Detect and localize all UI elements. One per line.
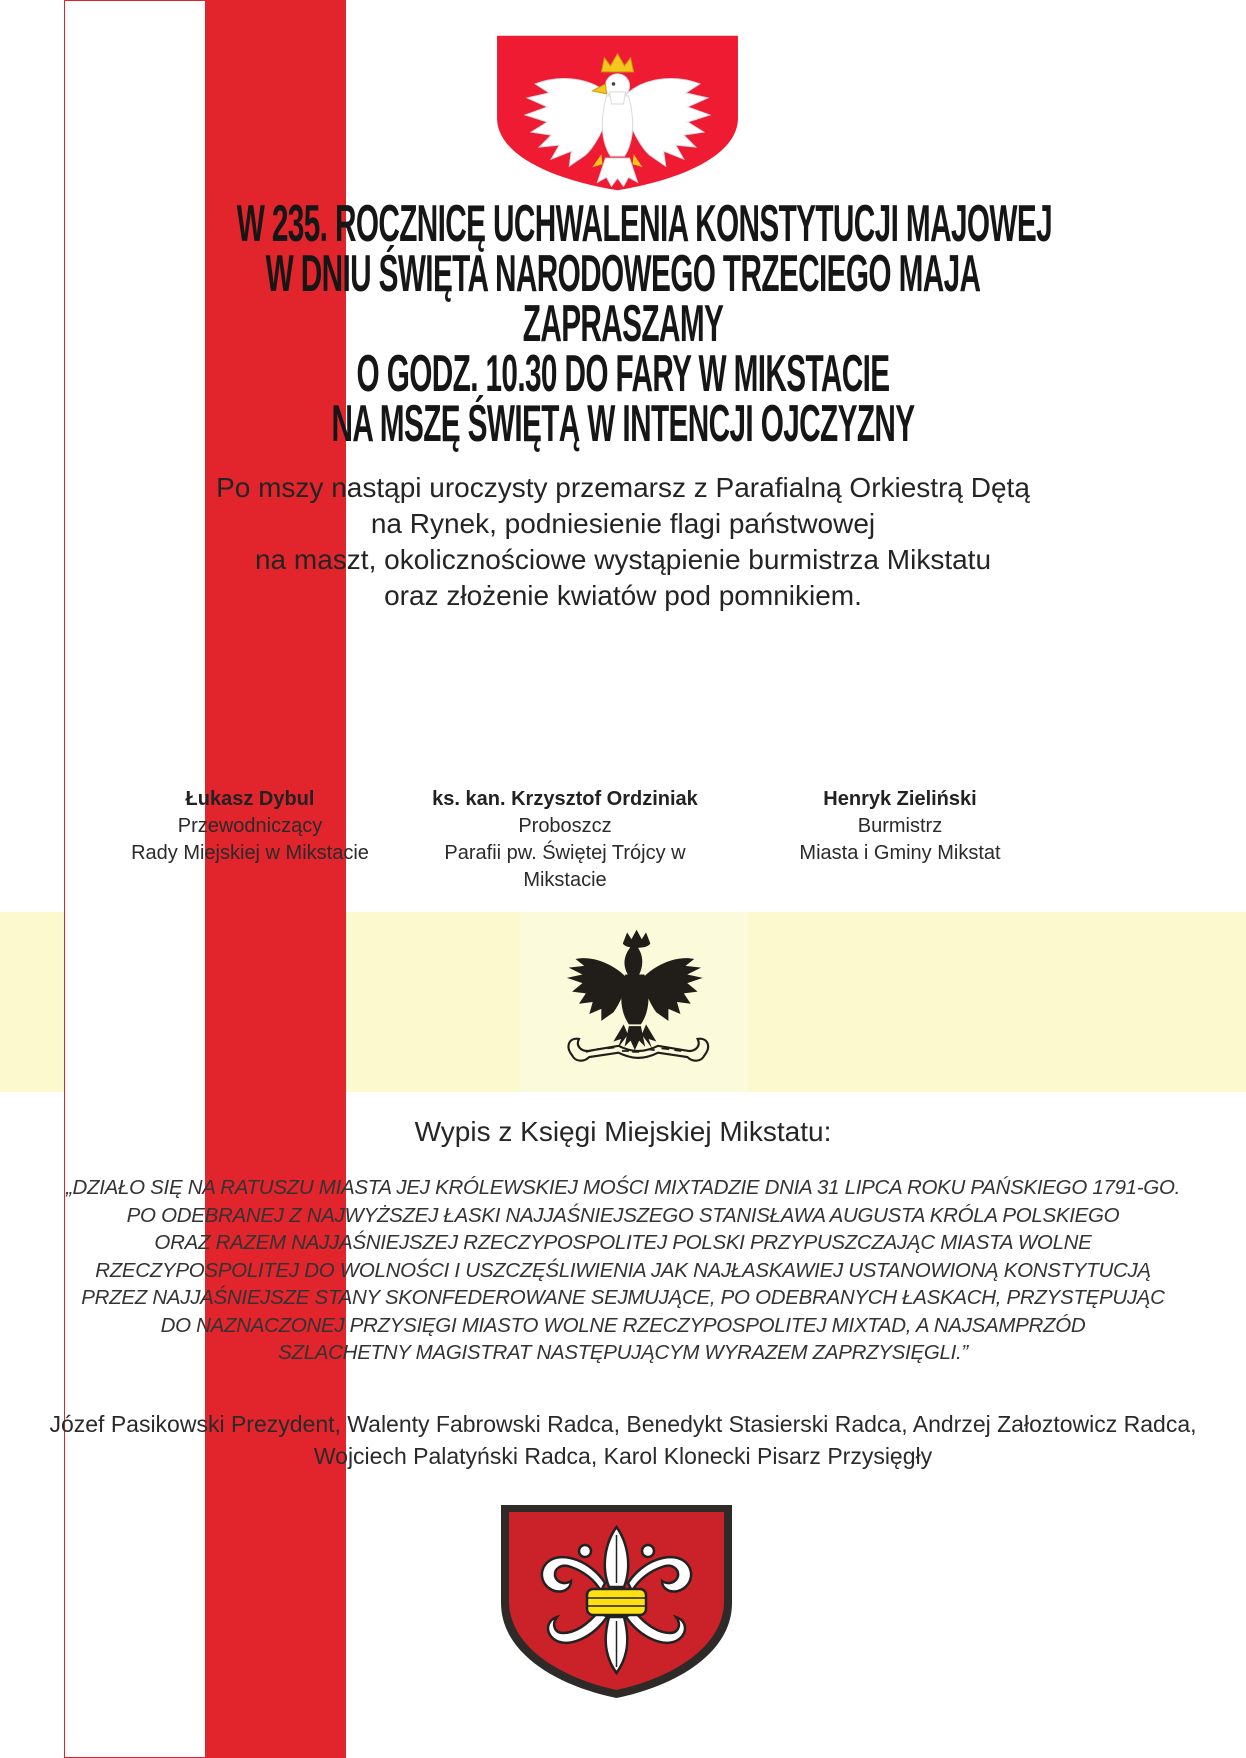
title-line-5: NA MSZĘ ŚWIĘTĄ W INTENCJI OJCZYZNY [331,395,915,454]
quote-line-6: DO NAZNACZONEJ PRZYSIĘGI MIASTO WOLNE RZECZYPOSPOLITEJ MIXTAD, A NAJSAMPRZÓD [160,1313,1086,1337]
signatories-row [0,786,1246,891]
title-line-3: ZAPRASZAMY [522,295,724,354]
signatory-name: Henryk Zieliński [823,788,977,810]
signatory-mayor [760,786,1040,867]
signatory-name: Łukasz Dybul [185,788,315,810]
excerpt-heading: Wypis z Księgi Miejskiej Mikstatu: [414,1116,832,1147]
signatory-priest [400,786,730,894]
polish-coat-of-arms-icon [489,33,746,193]
signatory-chairman [60,786,440,867]
event-title [0,195,1246,454]
intro-line-3: na maszt, okolicznościowe wystąpienie burmistrza Mikstatu [254,544,992,575]
intro-line-1: Po mszy nastąpi uroczysty przemarsz z Parafialną Orkiestrą Dętą [216,472,1030,503]
historic-officials [0,1408,1246,1472]
quote-line-2: PO ODEBRANEJ Z NAJWYŻSZEJ ŁASKI NAJJAŚNIEJSZEGO STANISŁAWA AUGUSTA KRÓLA POLSKIEGO [126,1203,1120,1227]
quote-line-4: RZECZYPOSPOLITEJ DO WOLNOŚCI I USZCZĘŚLIWIENIA JAK NAJŁASKAWIEJ USTANOWIONĄ KONSTYTUCJĄ [95,1258,1151,1282]
quote-line-5: PRZEZ NAJJAŚNIEJSZE STANY SKONFEDEROWANE SEJMUJĄCE, PO ODEBRANYCH ŁASKACH, PRZYSTĘPUJĄC [81,1286,1165,1309]
quote-line-3: ORAZ RAZEM NAJJAŚNIEJSZEJ RZECZYPOSPOLITEJ POLSKI PRZYPUSZCZAJĄC MIASTA WOLNE [154,1231,1092,1254]
signatory-org: Miasta i Gminy Mikstat [799,842,1001,864]
quote-line-1: „DZIAŁO SIĘ NA RATUSZU MIASTA JEJ KRÓLEWSKIEJ MOŚCI MIXTADZIE DNIA 31 LIPCA ROKU PAŃSKIEGO 1791-GO. [66,1176,1180,1199]
officials-line-2: Wojciech Palatyński Radca, Karol Klonecki Pisarz Przysięgły [313,1443,933,1469]
title-line-4: O GODZ. 10.30 DO FARY W MIKSTACIE [356,345,890,404]
signatory-role: Burmistrz [857,815,943,837]
signatory-name: ks. kan. Krzysztof Ordziniak [432,788,698,810]
event-description [0,470,1246,614]
signatory-org: Parafii pw. Świętej Trójcy w Mikstacie [444,842,686,891]
signatory-role: Przewodniczący [177,815,323,837]
intro-line-2: na Rynek, podniesienie flagi państwowej [370,508,876,539]
signatory-org: Rady Miejskiej w Mikstacie [131,842,369,864]
mikstat-coat-of-arms-icon [487,1498,746,1705]
title-line-2: W DNIU ŚWIĘTA NARODOWEGO TRZECIEGO MAJA [265,245,981,304]
title-line-1: W 235. ROCZNICĘ UCHWALENIA KONSTYTUCJI MAJOWEJ [236,195,1053,254]
historic-quote [0,1174,1246,1367]
intro-line-4: oraz złożenie kwiatów pod pomnikiem. [384,580,862,611]
officials-line-1: Józef Pasikowski Prezydent, Walenty Fabrowski Radca, Benedykt Stasierski Radca, Andrzej Załoztowicz Radca, [49,1411,1197,1437]
quote-line-7: SZLACHETNY MAGISTRAT NASTĘPUJĄCYM WYRAZEM ZAPRZYSIĘGLI.” [278,1341,968,1364]
signatory-role: Proboszcz [518,815,612,837]
